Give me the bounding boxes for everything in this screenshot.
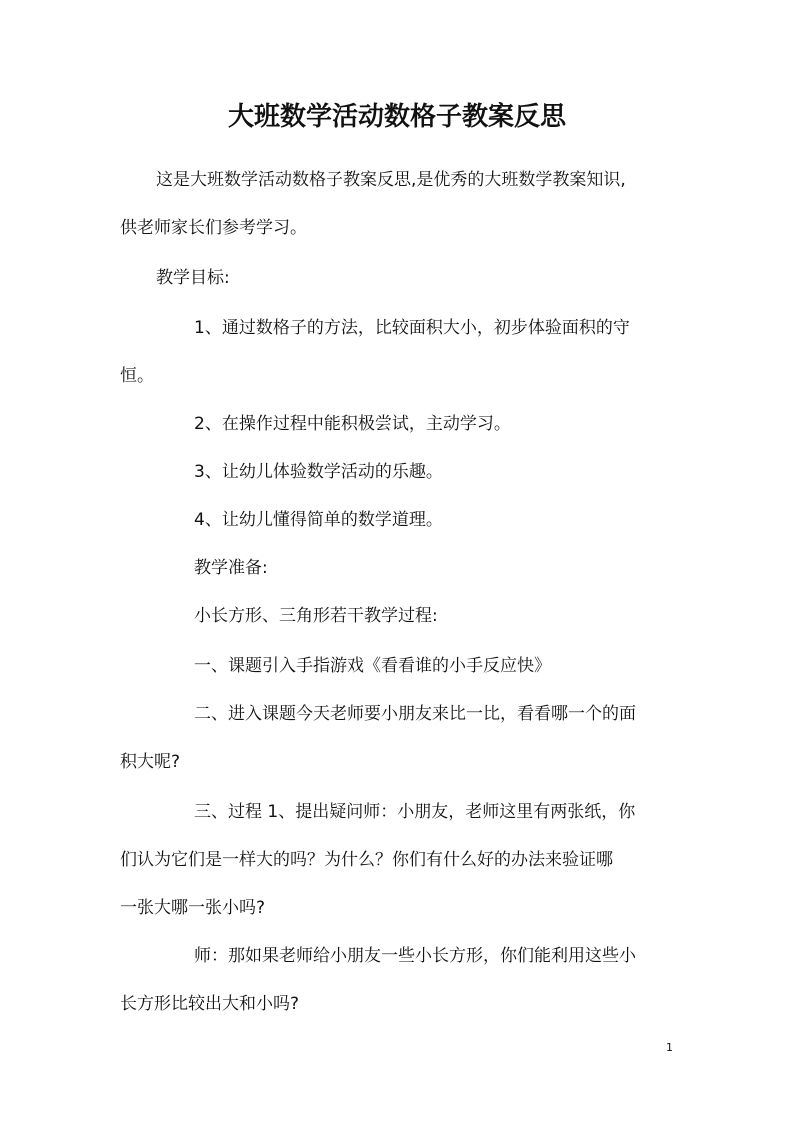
paragraph-teacher-question	[120, 932, 680, 1028]
text-line: 三、过程 1、提出疑问师：小朋友，老师这里有两张纸，你	[194, 802, 636, 822]
text-line: 教学目标:	[156, 268, 230, 288]
text-line: 1、通过数格子的方法，比较面积大小，初步体验面积的守	[194, 318, 630, 338]
paragraph-materials	[120, 592, 680, 640]
text-line: 教学准备:	[194, 558, 268, 578]
paragraph-step-2	[120, 690, 680, 786]
text-line: 一张大哪一张小吗?	[120, 898, 266, 918]
text-line: 积大呢?	[120, 752, 181, 772]
text-line: 这是大班数学活动数格子教案反思,是优秀的大班数学教案知识,	[156, 170, 626, 190]
paragraph-step-3	[120, 788, 680, 932]
text-line: 二、进入课题今天老师要小朋友来比一比，看看哪一个的面	[194, 704, 636, 724]
text-line: 3、让幼儿体验数学活动的乐趣。	[194, 462, 443, 482]
paragraph-intro	[120, 156, 680, 252]
paragraph-objective-2	[120, 400, 680, 448]
paragraph-objective-4	[120, 496, 680, 544]
paragraph-preparation-heading	[120, 544, 680, 592]
text-line: 恒。	[120, 366, 154, 386]
text-line: 师：那如果老师给小朋友一些小长方形，你们能利用这些小	[194, 946, 636, 966]
text-line: 一、课题引入手指游戏《看看谁的小手反应快》	[194, 656, 551, 676]
paragraph-objective-1	[120, 304, 680, 400]
text-line: 们认为它们是一样大的吗？为什么？你们有什么好的办法来验证哪	[120, 850, 613, 870]
text-line: 4、让幼儿懂得简单的数学道理。	[194, 510, 443, 530]
paragraph-objectives-heading	[120, 254, 680, 302]
text-line: 小长方形、三角形若干教学过程:	[194, 606, 438, 626]
text-line: 供老师家长们参考学习。	[120, 218, 307, 238]
document-title: 大班数学活动数格子教案反思	[227, 102, 566, 132]
paragraph-step-1	[120, 642, 680, 690]
page-number: 1	[666, 1041, 673, 1054]
text-line: 长方形比较出大和小吗?	[120, 994, 300, 1014]
text-line: 2、在操作过程中能积极尝试，主动学习。	[194, 414, 511, 434]
paragraph-objective-3	[120, 448, 680, 496]
